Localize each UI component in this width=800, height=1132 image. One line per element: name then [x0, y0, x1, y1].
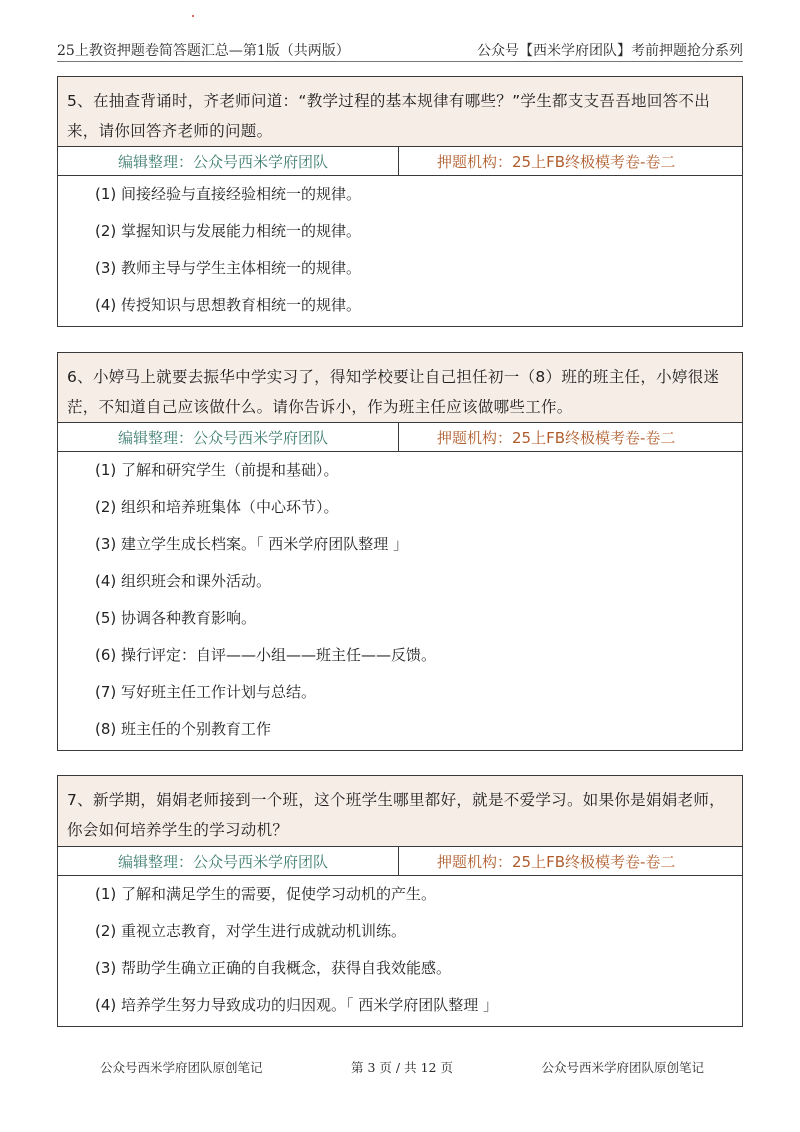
meta-row: [58, 422, 742, 452]
answer-item: (3) 建立学生成长档案。「 西米学府团队整理 」: [95, 535, 409, 553]
answer-item: (2) 组织和培养班集体（中心环节）。: [95, 498, 339, 516]
answer-item: (3) 教师主导与学生主体相统一的规律。: [95, 259, 362, 277]
header-right-title: 公众号【西米学府团队】考前押题抢分系列: [477, 43, 743, 59]
question-block-7: [57, 775, 743, 1027]
header-divider: [57, 61, 743, 62]
footer-left-note: 公众号西米学府团队原创笔记: [100, 1060, 263, 1075]
page-footer: [100, 1058, 704, 1076]
answer-item: (3) 帮助学生确立正确的自我概念，获得自我效能感。: [95, 959, 452, 977]
source-label: 押题机构：25上FB终极模考卷-卷二: [437, 852, 676, 871]
editor-label: 编辑整理：公众号西米学府团队: [58, 147, 399, 175]
answer-item: (5) 协调各种教育影响。: [95, 609, 257, 627]
answer-item: (4) 组织班会和课外活动。: [95, 572, 272, 590]
question-block-5: [57, 76, 743, 327]
answer-item: (1) 了解和研究学生（前提和基础）。: [95, 461, 339, 479]
question-text: 7、新学期，娟娟老师接到一个班，这个班学生哪里都好，就是不爱学习。如果你是娟娟老师，你会如何培养学生的学习动机？: [58, 776, 742, 846]
header-left-title: 25上教资押题卷简答题汇总—第1版（共两版）: [57, 43, 350, 59]
source-label: 押题机构：25上FB终极模考卷-卷二: [437, 152, 676, 171]
answer-item: (2) 掌握知识与发展能力相统一的规律。: [95, 222, 362, 240]
editor-label: 编辑整理：公众号西米学府团队: [58, 847, 399, 875]
answer-item: (8) 班主任的个别教育工作: [95, 720, 272, 738]
meta-row: [58, 146, 742, 176]
question-text: 5、在抽查背诵时，齐老师问道：“教学过程的基本规律有哪些？”学生都支支吾吾地回答不出来，请你回答齐老师的问题。: [58, 77, 742, 146]
answer-item: (2) 重视立志教育，对学生进行成就动机训练。: [95, 922, 407, 940]
answer-item: (1) 间接经验与直接经验相统一的规律。: [95, 185, 362, 203]
editor-label: 编辑整理：公众号西米学府团队: [58, 423, 399, 451]
meta-row: [58, 846, 742, 876]
answer-list: [58, 876, 742, 1026]
answer-item: (4) 培养学生努力导致成功的归因观。「 西米学府团队整理 」: [95, 996, 499, 1014]
page-number: 第 3 页 / 共 12 页: [351, 1060, 453, 1075]
answer-item: (7) 写好班主任工作计划与总结。: [95, 683, 317, 701]
question-text: 6、小婷马上就要去振华中学实习了，得知学校要让自己担任初一（8）班的班主任，小婷很迷茫，不知道自己应该做什么。请你告诉小，作为班主任应该做哪些工作。: [58, 353, 742, 422]
answer-item: (1) 了解和满足学生的需要，促使学习动机的产生。: [95, 885, 437, 903]
red-dot-mark: [192, 15, 194, 17]
answer-item: (4) 传授知识与思想教育相统一的规律。: [95, 296, 362, 314]
source-label: 押题机构：25上FB终极模考卷-卷二: [437, 428, 676, 447]
answer-list: [58, 452, 742, 750]
footer-right-note: 公众号西米学府团队原创笔记: [541, 1060, 704, 1075]
answer-item: (6) 操行评定：自评——小组——班主任——反馈。: [95, 646, 437, 664]
answer-list: [58, 176, 742, 326]
question-block-6: [57, 352, 743, 751]
page-header: [57, 34, 743, 60]
